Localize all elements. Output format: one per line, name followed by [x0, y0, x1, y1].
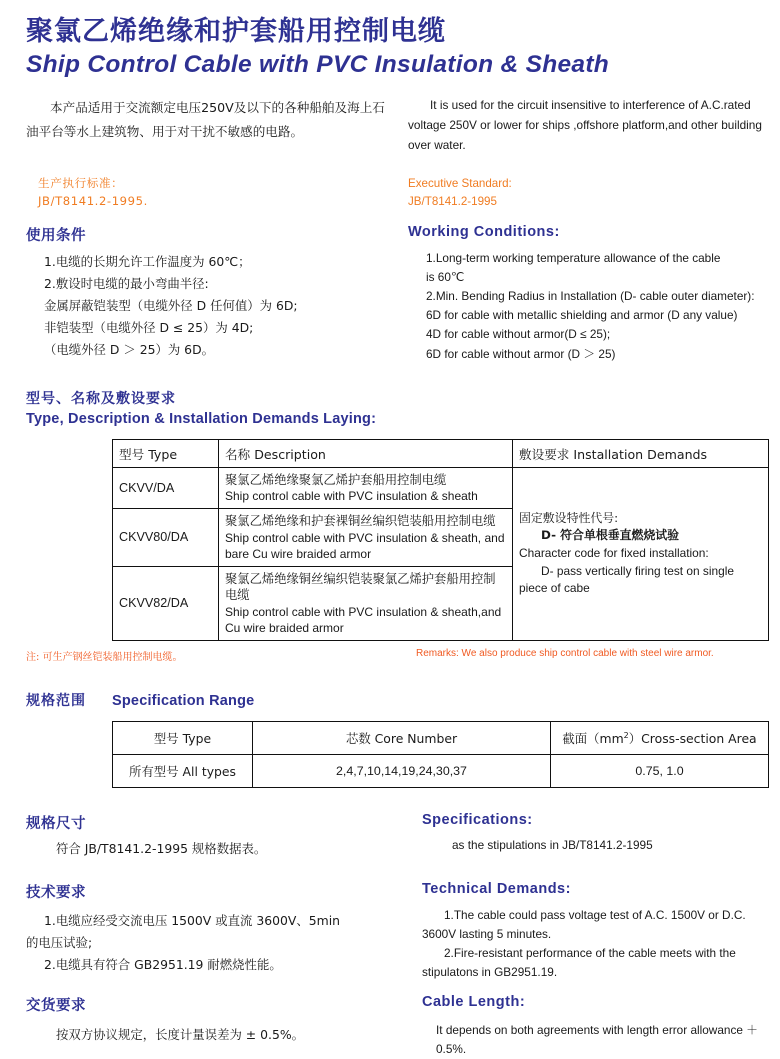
type-description-table — [112, 439, 769, 641]
demands-title-english: Character code for fixed installation: — [519, 545, 709, 560]
column-header-description: 名称 Description — [219, 439, 513, 467]
desc-chinese-3: 聚氯乙烯绝缘铜丝编织铠装聚氯乙烯护套船用控制电缆 — [225, 571, 496, 603]
column-header-type: 型号 Type — [113, 439, 219, 467]
intro-english-text: It is used for the circuit insensitive to interference of A.C.rated voltage 250V or lower for ships ,offshore platform,and other building over water. — [408, 98, 762, 152]
cell-description-3 — [219, 566, 513, 640]
working-conditions-list-chinese — [26, 251, 408, 361]
specifications-chinese — [0, 812, 408, 859]
cell-description-1 — [219, 467, 513, 509]
delivery-english — [408, 994, 780, 1059]
technical-section — [0, 881, 780, 982]
document-header — [0, 0, 780, 79]
wc-cn-line-1: 1.电缆的长期允许工作温度为 60℃； — [44, 253, 251, 269]
technical-heading-english: Technical Demands: — [422, 880, 571, 897]
table-row — [113, 467, 769, 509]
wc-cn-line-2: 2.敷设时电缆的最小弯曲半径: — [44, 276, 209, 292]
wc-en-line-3: 2.Min. Bending Radius in Installation (D- cable outer diameter): — [426, 289, 755, 304]
demands-item-english: D- pass vertically firing test on single — [541, 563, 734, 578]
spec-column-header-core-number: 芯数 Core Number — [253, 721, 551, 754]
cell-installation-demands — [513, 467, 769, 640]
delivery-chinese — [0, 994, 408, 1059]
tech-en-line-3: 2.Fire-resistant performance of the cable meets with the — [444, 946, 736, 961]
cell-type-1: CKVV/DA — [113, 467, 219, 509]
technical-chinese — [0, 881, 408, 982]
intro-section — [0, 96, 780, 155]
table-header-row — [113, 721, 769, 754]
spec-range-headings — [0, 690, 780, 710]
spec-cell-type: 所有型号 All types — [113, 754, 253, 787]
intro-chinese-text: 本产品适用于交流额定电压250V及以下的各种船舶及海上石油平台等水上建筑物、用于对干扰不敏感的电路。 — [26, 100, 385, 139]
specifications-text-english: as the stipulations in JB/T8141.2-1995 — [452, 837, 653, 852]
specifications-heading-english: Specifications: — [422, 811, 533, 828]
tech-cn-line-1: 1.电缆应经受交流电压 1500V 或直流 3600V、5min — [44, 912, 340, 928]
desc-english-1: Ship control cable with PVC insulation & sheath — [225, 489, 478, 504]
tech-cn-line-3: 2.电缆具有符合 GB2951.19 耐燃烧性能。 — [44, 957, 282, 973]
working-conditions-section — [0, 224, 780, 364]
demands-title-chinese: 固定敷设特性代号: — [519, 510, 619, 525]
cross-section-post: ）Cross-section Area — [628, 730, 757, 746]
intro-chinese-column — [0, 96, 408, 155]
tech-en-line-2: 3600V lasting 5 minutes. — [422, 927, 552, 942]
desc-english-3: Ship control cable with PVC insulation & sheath,and Cu wire braided armor — [225, 604, 502, 635]
standard-section — [0, 175, 780, 210]
delivery-text-english: It depends on both agreements with length error allowance ＋ 0.5%. — [436, 1023, 758, 1057]
wc-cn-line-4: 非铠装型（电缆外径 D ≤ 25）为 4D; — [44, 320, 254, 336]
delivery-text-chinese: 按双方协议规定，长度计量误差为 ± 0.5%。 — [56, 1027, 304, 1043]
spec-range-table-wrapper — [0, 721, 780, 788]
standard-label-english: Executive Standard: — [408, 177, 512, 191]
spec-range-heading-chinese: 规格范围 — [26, 692, 86, 709]
technical-heading-chinese: 技术要求 — [26, 884, 86, 901]
standard-value-english: JB/T8141.2-1995 — [408, 194, 497, 208]
standard-chinese-column — [0, 175, 408, 210]
cross-section-pre: 截面（mm — [562, 730, 624, 746]
delivery-heading-chinese: 交货要求 — [26, 998, 86, 1015]
remark-chinese: 注: 可生产钢丝铠装船用控制电缆。 — [26, 651, 183, 663]
specifications-heading-chinese: 规格尺寸 — [26, 815, 86, 832]
standard-english-column — [408, 175, 780, 210]
wc-cn-line-3: 金属屏蔽铠装型（电缆外径 D 任何值）为 6D; — [44, 298, 298, 314]
technical-list-english — [408, 906, 780, 982]
cell-description-2 — [219, 509, 513, 567]
cell-type-3: CKVV82/DA — [113, 566, 219, 640]
working-conditions-heading-english: Working Conditions: — [408, 223, 560, 240]
cell-type-2: CKVV80/DA — [113, 509, 219, 567]
delivery-section — [0, 994, 780, 1059]
tech-cn-line-2: 的电压试验; — [26, 935, 93, 951]
desc-chinese-1: 聚氯乙烯绝缘聚氯乙烯护套船用控制电缆 — [225, 472, 447, 487]
standard-label-chinese: 生产执行标准： — [38, 176, 124, 191]
specifications-section — [0, 812, 780, 859]
wc-en-line-5: 4D for cable without armor(D ≤ 25); — [426, 327, 611, 342]
remarks-row — [0, 648, 780, 663]
standard-value-chinese: JB/T8141.2-1995. — [38, 193, 148, 208]
remark-english: Remarks: We also produce ship control cable with steel wire armor. — [416, 647, 714, 659]
type-table-wrapper — [0, 439, 780, 641]
specifications-english — [408, 812, 780, 859]
demands-item-english-cont: piece of cabe — [519, 581, 590, 596]
type-heading-english: Type, Description & Installation Demands Laying: — [26, 410, 377, 427]
wc-en-line-4: 6D for cable with metallic shielding and armor (D any value) — [426, 308, 738, 323]
technical-list-chinese — [26, 910, 408, 976]
working-conditions-heading-chinese: 使用条件 — [26, 227, 86, 244]
table-row — [113, 754, 769, 787]
page-title-chinese: 聚氯乙烯绝缘和护套船用控制电缆 — [26, 16, 446, 47]
delivery-heading-english: Cable Length: — [422, 994, 526, 1011]
page-title-english: Ship Control Cable with PVC Insulation & Sheath — [26, 51, 610, 79]
technical-english — [408, 881, 780, 982]
spec-cell-area: 0.75, 1.0 — [551, 754, 769, 787]
spec-range-heading-english: Specification Range — [112, 692, 255, 709]
working-conditions-english — [408, 224, 780, 364]
table-header-row — [113, 439, 769, 467]
desc-chinese-2: 聚氯乙烯绝缘和护套裸铜丝编织铠装船用控制电缆 — [225, 514, 496, 529]
type-section-headings — [0, 388, 780, 427]
specification-range-table — [112, 721, 769, 788]
type-heading-chinese: 型号、名称及敷设要求 — [26, 390, 176, 407]
desc-english-2: Ship control cable with PVC insulation & sheath, and bare Cu wire braided armor — [225, 530, 505, 561]
column-header-installation-demands: 敷设要求 Installation Demands — [513, 439, 769, 467]
wc-cn-line-5: （电缆外径 D ＞ 25）为 6D。 — [44, 342, 215, 358]
tech-en-line-4: stipulatons in GB2951.19. — [422, 965, 558, 980]
wc-en-line-6: 6D for cable without armor (D ＞ 25) — [426, 346, 616, 361]
tech-en-line-1: 1.The cable could pass voltage test of A.C. 1500V or D.C. — [444, 907, 746, 922]
spec-cell-cores: 2,4,7,10,14,19,24,30,37 — [253, 754, 551, 787]
intro-english-column — [408, 96, 780, 155]
working-conditions-chinese — [0, 224, 408, 364]
specifications-text-chinese: 符合 JB/T8141.2-1995 规格数据表。 — [56, 840, 267, 856]
wc-en-line-2: is 60℃ — [426, 270, 465, 285]
wc-en-line-1: 1.Long-term working temperature allowance of the cable — [426, 250, 721, 265]
demands-item-chinese: D- 符合单根垂直燃烧试验 — [541, 528, 680, 543]
spec-column-header-type: 型号 Type — [113, 721, 253, 754]
spec-column-header-cross-section — [551, 721, 769, 754]
working-conditions-list-english — [408, 249, 780, 364]
cross-section-sup: 2 — [623, 730, 629, 740]
